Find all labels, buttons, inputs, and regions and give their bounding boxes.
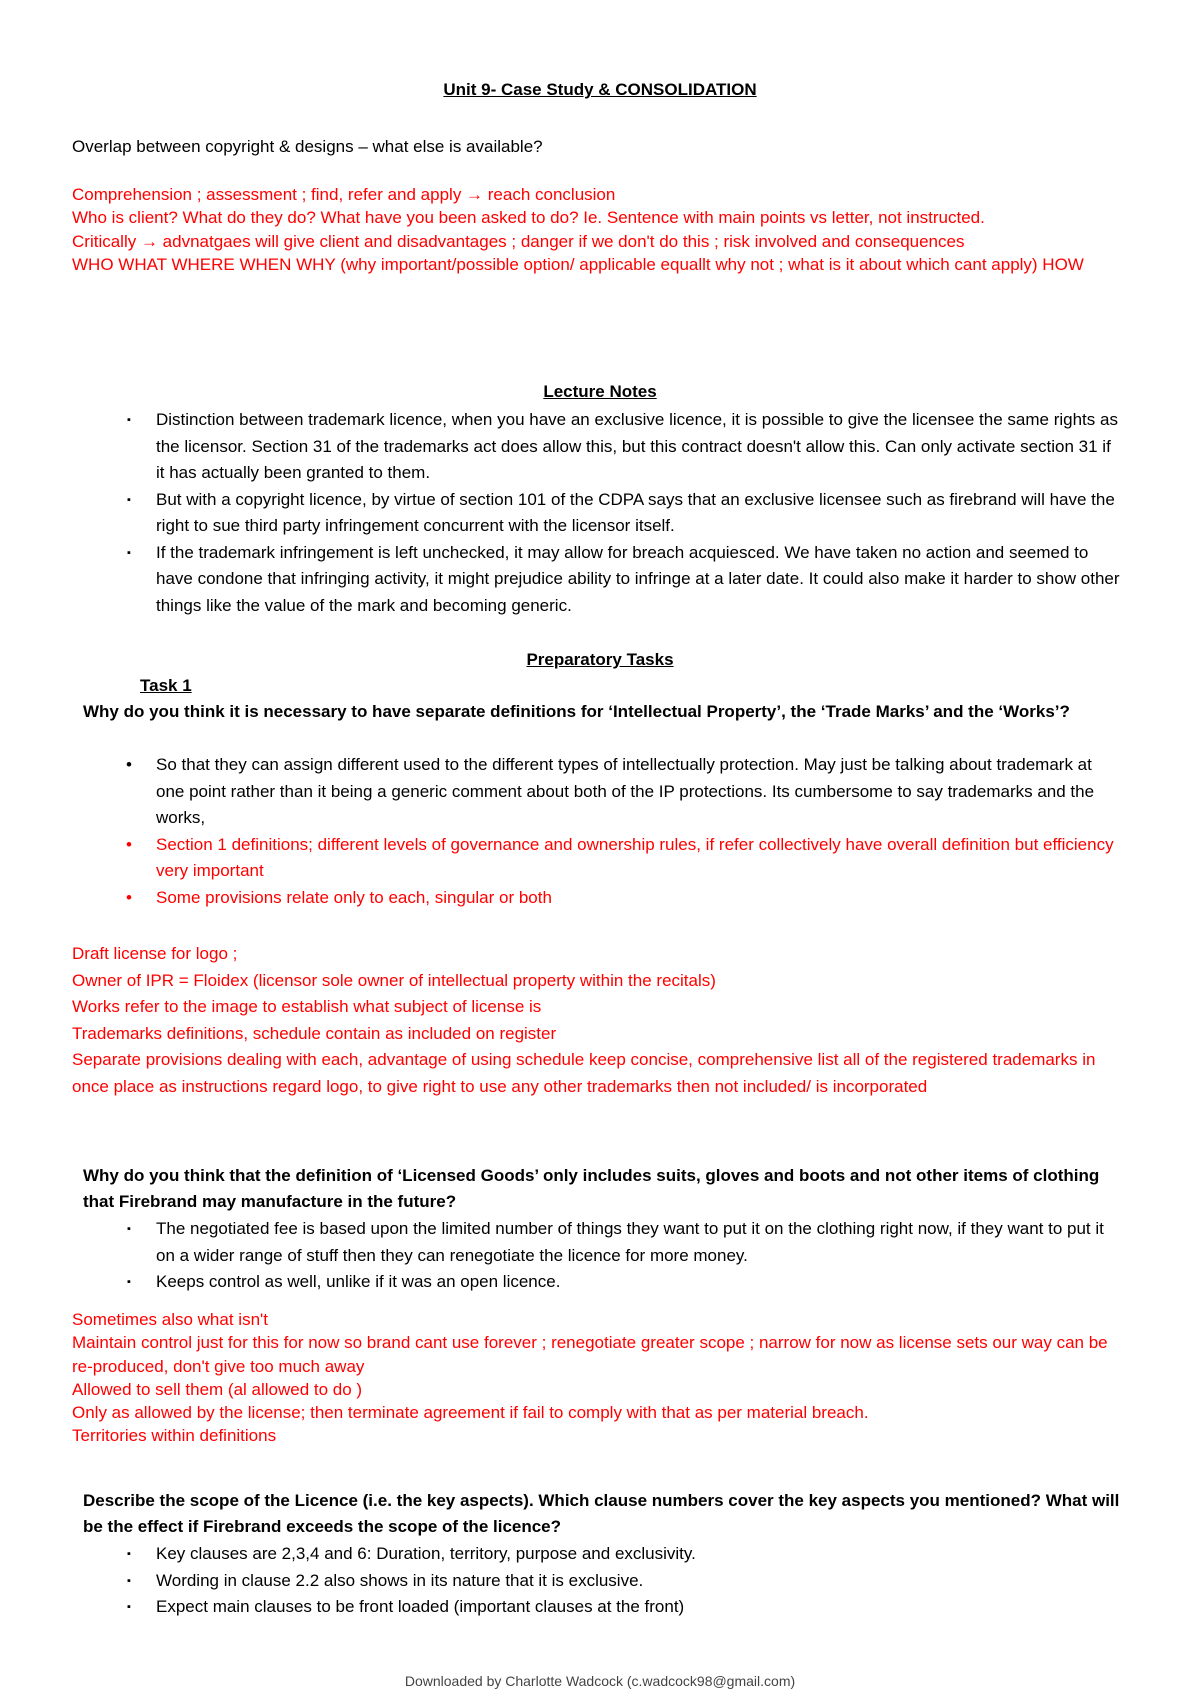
list-item: • Section 1 definitions; different levels of governance and ownership rules, if refer collectively have overall definition but efficiency very important xyxy=(0,832,1200,885)
document-title: Unit 9- Case Study & CONSOLIDATION xyxy=(443,80,757,99)
download-footer: Downloaded by Charlotte Wadcock (c.wadcock98@gmail.com) xyxy=(404,1673,796,1689)
task-1-answers xyxy=(0,752,1200,911)
red-note: Trademarks definitions, schedule contain as included on register xyxy=(72,1023,557,1043)
task-1-label: Task 1 xyxy=(140,676,192,695)
question-3-answers xyxy=(0,1541,1200,1621)
bullet-icon: ▪ xyxy=(127,1548,131,1560)
list-item: ▪ If the trademark infringement is left unchecked, it may allow for breach acquiesced. We have taken no action and seemed to have condone that infringing activity, it might prejudice ability to infringe at a later date. It could also make it harder to show other things like the value of the mark and becoming generic. xyxy=(0,540,1200,620)
red-note: Comprehension ; assessment ; find, refer and apply → reach conclusion xyxy=(72,185,616,204)
list-item: ▪ Distinction between trademark licence, when you have an exclusive licence, it is possible to give the licensee the same rights as the licensor. Section 31 of the trademarks act does allow this, but this contract doesn't allow this. Can only activate section 31 if it has actually been granted to them. xyxy=(0,407,1200,487)
list-item: ▪ Key clauses are 2,3,4 and 6: Duration, territory, purpose and exclusivity. xyxy=(0,1541,1200,1568)
red-note: Owner of IPR = Floidex (licensor sole owner of intellectual property within the recitals) xyxy=(72,970,716,990)
bullet-icon: ▪ xyxy=(127,1223,131,1235)
list-item: • Some provisions relate only to each, singular or both xyxy=(0,885,1200,912)
red-note: Sometimes also what isn't xyxy=(72,1310,268,1329)
red-notes-block-2 xyxy=(72,941,1132,1100)
bullet-icon: ▪ xyxy=(127,493,131,506)
task-1-question: Why do you think it is necessary to have separate definitions for ‘Intellectual Property’, the ‘Trade Marks’ and the ‘Works’? xyxy=(83,702,1070,721)
question-2: Why do you think that the definition of ‘Licensed Goods’ only includes suits, gloves and boots and not other items of clothing that Firebrand may manufacture in the future? xyxy=(83,1166,1100,1211)
red-note: Only as allowed by the license; then terminate agreement if fail to comply with that as per material breach. xyxy=(72,1403,869,1423)
red-note: Works refer to the image to establish what subject of license is xyxy=(72,997,542,1016)
red-note: Draft license for logo ; xyxy=(72,944,238,963)
list-item: ▪ Wording in clause 2.2 also shows in its nature that it is exclusive. xyxy=(0,1568,1200,1595)
red-note: Allowed to sell them (al allowed to do ) xyxy=(72,1379,363,1399)
list-item: • So that they can assign different used to the different types of intellectually protection. May just be talking about trademark at one point rather than it being a generic comment about both of the IP protections. Its cumbersome to say trademarks and the works, xyxy=(0,752,1200,832)
bullet-icon: ▪ xyxy=(127,1276,131,1288)
bullet-icon: • xyxy=(126,887,132,907)
bullet-icon: ▪ xyxy=(127,1601,131,1613)
red-notes-block-1 xyxy=(72,183,1132,276)
red-note: Maintain control just for this for now so brand cant use forever ; renegotiate greater scope ; narrow for now as license sets our way can be re-produced, don't give too much away xyxy=(72,1333,1108,1376)
lecture-notes-heading: Lecture Notes xyxy=(543,382,657,401)
red-note: WHO WHAT WHERE WHEN WHY (why important/possible option/ applicable equallt why not ; what is it about which cant apply) HOW xyxy=(72,254,1084,274)
bullet-icon: ▪ xyxy=(127,546,131,559)
bullet-icon: • xyxy=(126,834,132,854)
red-note: Critically → advnatgaes will give client and disadvantages ; danger if we don't do this ; risk involved and consequences xyxy=(72,231,965,251)
question-3: Describe the scope of the Licence (i.e. the key aspects). Which clause numbers cover the key aspects you mentioned? What will be the effect if Firebrand exceeds the scope of the licence? xyxy=(83,1491,1120,1536)
list-item: ▪ Keeps control as well, unlike if it was an open licence. xyxy=(0,1269,1200,1296)
list-item: ▪ But with a copyright licence, by virtue of section 101 of the CDPA says that an exclusive licensee such as firebrand will have the right to sue third party infringement concurrent with the licensor itself. xyxy=(0,487,1200,540)
lecture-notes-list xyxy=(0,407,1200,619)
red-note: Territories within definitions xyxy=(72,1426,277,1446)
red-note: Separate provisions dealing with each, advantage of using schedule keep concise, comprehensive list all of the registered trademarks in once place as instructions regard logo, to give right to use any other trademarks then not included/ is incorporated xyxy=(72,1050,1096,1096)
preparatory-tasks-heading: Preparatory Tasks xyxy=(526,650,674,669)
red-note: Who is client? What do they do? What have you been asked to do? Ie. Sentence with main points vs letter, not instructed. xyxy=(72,208,985,228)
bullet-icon: ▪ xyxy=(127,1574,131,1587)
question-2-answers xyxy=(0,1216,1200,1296)
list-item: ▪ The negotiated fee is based upon the limited number of things they want to put it on the clothing right now, if they want to put it on a wider range of stuff then they can renegotiate the licence for more money. xyxy=(0,1216,1200,1269)
bullet-icon: ▪ xyxy=(127,414,131,426)
red-notes-block-3 xyxy=(72,1308,1132,1448)
list-item: ▪ Expect main clauses to be front loaded (important clauses at the front) xyxy=(0,1594,1200,1621)
intro-question: Overlap between copyright & designs – what else is available? xyxy=(72,137,543,156)
bullet-icon: • xyxy=(126,755,132,774)
